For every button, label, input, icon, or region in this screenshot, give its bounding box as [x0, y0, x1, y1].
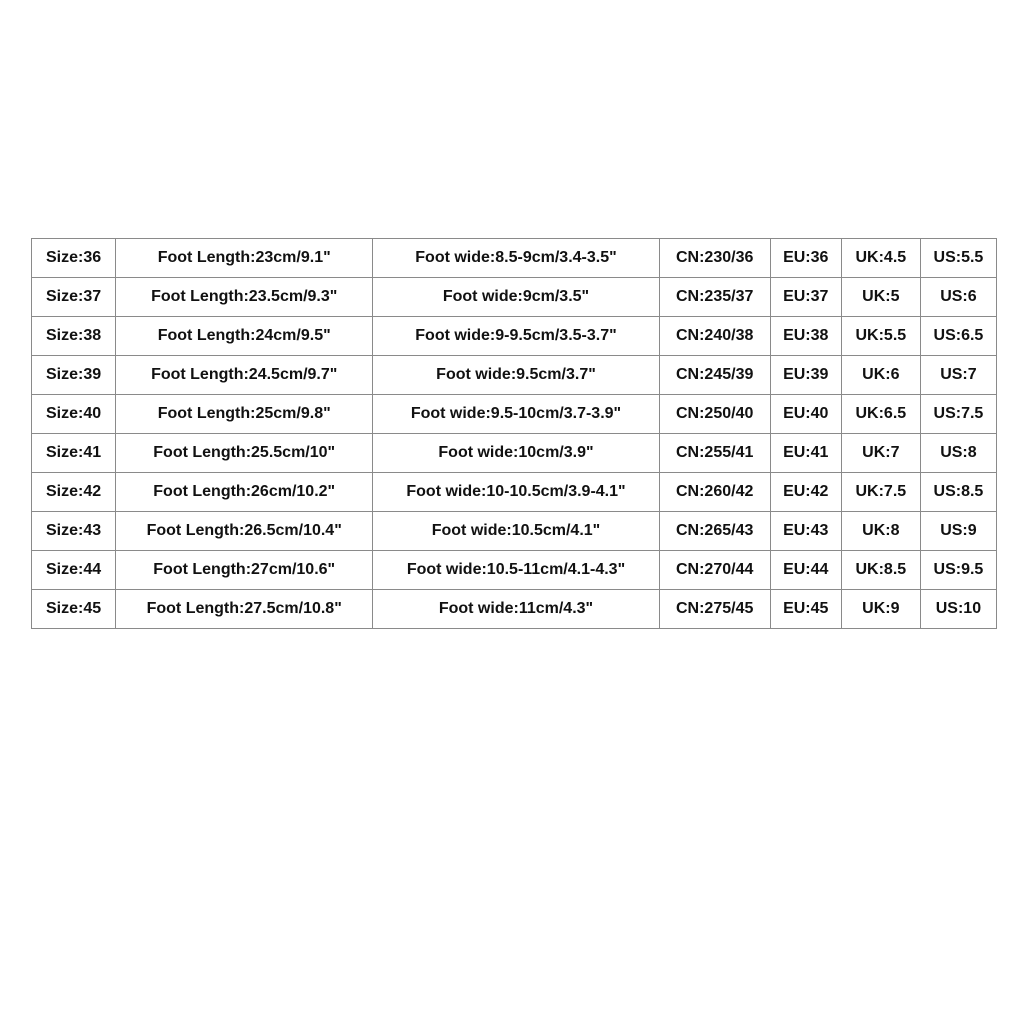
- cn-size-cell: CN:235/37: [659, 278, 770, 317]
- us-size-cell: US:6.5: [920, 317, 996, 356]
- foot-length-cell: Foot Length:25cm/9.8": [116, 395, 373, 434]
- uk-size-cell: UK:7: [841, 434, 920, 473]
- table-row: [32, 551, 997, 590]
- cn-size-cell: CN:260/42: [659, 473, 770, 512]
- us-size-cell: US:10: [920, 590, 996, 629]
- table-row: [32, 278, 997, 317]
- table-row: [32, 473, 997, 512]
- table-row: [32, 434, 997, 473]
- size-cell: Size:36: [32, 239, 116, 278]
- foot-wide-cell: Foot wide:9.5cm/3.7": [373, 356, 659, 395]
- eu-size-cell: EU:38: [770, 317, 841, 356]
- table-row: [32, 317, 997, 356]
- eu-size-cell: EU:44: [770, 551, 841, 590]
- uk-size-cell: UK:6: [841, 356, 920, 395]
- foot-wide-cell: Foot wide:9.5-10cm/3.7-3.9": [373, 395, 659, 434]
- eu-size-cell: EU:39: [770, 356, 841, 395]
- uk-size-cell: UK:5.5: [841, 317, 920, 356]
- us-size-cell: US:8: [920, 434, 996, 473]
- eu-size-cell: EU:43: [770, 512, 841, 551]
- uk-size-cell: UK:6.5: [841, 395, 920, 434]
- foot-length-cell: Foot Length:26.5cm/10.4": [116, 512, 373, 551]
- us-size-cell: US:8.5: [920, 473, 996, 512]
- size-chart-body: [32, 239, 997, 629]
- uk-size-cell: UK:4.5: [841, 239, 920, 278]
- table-row: [32, 590, 997, 629]
- foot-wide-cell: Foot wide:9-9.5cm/3.5-3.7": [373, 317, 659, 356]
- foot-length-cell: Foot Length:24.5cm/9.7": [116, 356, 373, 395]
- size-chart-table: [31, 238, 997, 629]
- us-size-cell: US:9.5: [920, 551, 996, 590]
- table-row: [32, 239, 997, 278]
- us-size-cell: US:6: [920, 278, 996, 317]
- foot-length-cell: Foot Length:26cm/10.2": [116, 473, 373, 512]
- uk-size-cell: UK:5: [841, 278, 920, 317]
- size-cell: Size:41: [32, 434, 116, 473]
- us-size-cell: US:7: [920, 356, 996, 395]
- uk-size-cell: UK:7.5: [841, 473, 920, 512]
- size-cell: Size:43: [32, 512, 116, 551]
- cn-size-cell: CN:240/38: [659, 317, 770, 356]
- size-cell: Size:42: [32, 473, 116, 512]
- cn-size-cell: CN:255/41: [659, 434, 770, 473]
- table-row: [32, 395, 997, 434]
- size-cell: Size:40: [32, 395, 116, 434]
- foot-wide-cell: Foot wide:11cm/4.3": [373, 590, 659, 629]
- foot-length-cell: Foot Length:27.5cm/10.8": [116, 590, 373, 629]
- cn-size-cell: CN:275/45: [659, 590, 770, 629]
- eu-size-cell: EU:42: [770, 473, 841, 512]
- eu-size-cell: EU:45: [770, 590, 841, 629]
- foot-length-cell: Foot Length:27cm/10.6": [116, 551, 373, 590]
- eu-size-cell: EU:37: [770, 278, 841, 317]
- foot-length-cell: Foot Length:25.5cm/10": [116, 434, 373, 473]
- table-row: [32, 512, 997, 551]
- uk-size-cell: UK:9: [841, 590, 920, 629]
- us-size-cell: US:7.5: [920, 395, 996, 434]
- cn-size-cell: CN:265/43: [659, 512, 770, 551]
- foot-length-cell: Foot Length:23.5cm/9.3": [116, 278, 373, 317]
- foot-wide-cell: Foot wide:10.5-11cm/4.1-4.3": [373, 551, 659, 590]
- uk-size-cell: UK:8.5: [841, 551, 920, 590]
- size-cell: Size:45: [32, 590, 116, 629]
- size-cell: Size:38: [32, 317, 116, 356]
- table-row: [32, 356, 997, 395]
- foot-wide-cell: Foot wide:10cm/3.9": [373, 434, 659, 473]
- eu-size-cell: EU:36: [770, 239, 841, 278]
- foot-wide-cell: Foot wide:8.5-9cm/3.4-3.5": [373, 239, 659, 278]
- uk-size-cell: UK:8: [841, 512, 920, 551]
- foot-length-cell: Foot Length:23cm/9.1": [116, 239, 373, 278]
- size-cell: Size:37: [32, 278, 116, 317]
- cn-size-cell: CN:250/40: [659, 395, 770, 434]
- eu-size-cell: EU:40: [770, 395, 841, 434]
- eu-size-cell: EU:41: [770, 434, 841, 473]
- cn-size-cell: CN:230/36: [659, 239, 770, 278]
- size-cell: Size:44: [32, 551, 116, 590]
- cn-size-cell: CN:270/44: [659, 551, 770, 590]
- foot-wide-cell: Foot wide:10.5cm/4.1": [373, 512, 659, 551]
- us-size-cell: US:5.5: [920, 239, 996, 278]
- foot-length-cell: Foot Length:24cm/9.5": [116, 317, 373, 356]
- us-size-cell: US:9: [920, 512, 996, 551]
- foot-wide-cell: Foot wide:9cm/3.5": [373, 278, 659, 317]
- size-cell: Size:39: [32, 356, 116, 395]
- cn-size-cell: CN:245/39: [659, 356, 770, 395]
- foot-wide-cell: Foot wide:10-10.5cm/3.9-4.1": [373, 473, 659, 512]
